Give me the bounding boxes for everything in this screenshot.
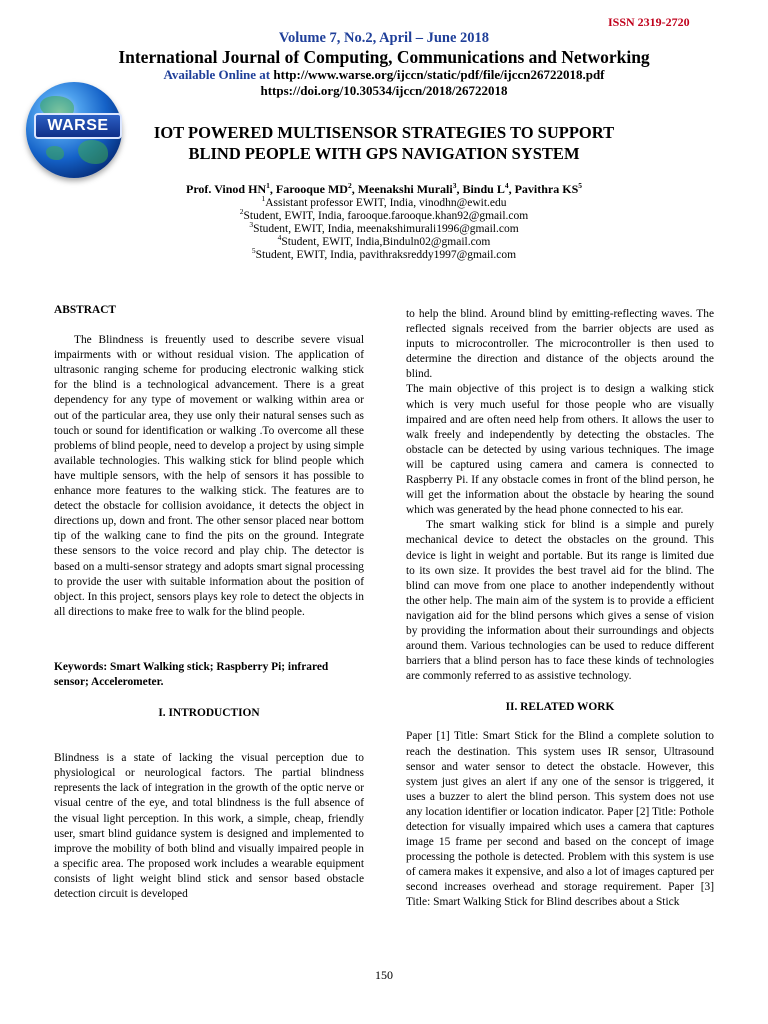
body-paragraph: The smart walking stick for blind is a simple and purely mechanical device to detect the obstacles on the ground. This device is light in weight and portable. But its range is limited due to its own size. It provides the best travel aid for the blind. The blind can move from one place to another independently without the other help. The main aim of the system is to provide a efficient navigation aid for the blind persons which gives a sense of vision by providing the information about their surroundings and objects around them. Various technologies can be used to reduce different barriers that a blind person has to face these kinds of technologies are commonly referred to as assistive technology. <box>406 519 714 683</box>
author-name: Meenakshi Murali <box>357 182 453 196</box>
body-paragraph: to help the blind. Around blind by emitting-reflecting waves. The reflected signals received from the barrier objects are used as inputs to microcontroller. The microcontroller is then used to determine the direction and distance of the objects around the blind. <box>406 308 714 381</box>
author-sup: 4 <box>504 181 509 190</box>
title-line: IOT POWERED MULTISENSOR STRATEGIES TO SUPPORT <box>153 123 615 142</box>
related-work-heading: II. RELATED WORK <box>505 701 615 714</box>
logo-text: WARSE <box>34 113 122 139</box>
right-column <box>406 307 714 911</box>
related-work-text: Paper [1] Title: Smart Stick for the Blind a complete solution to reach the destination. This system uses IR sensor, Ultrasound sensor and water sensor to detect the obstacle. However, this system just gives an alert if any one of the sensor is triggered, it uses a buzzer to alert the blind person. This system does not use any location identifier or location indicator. Paper [2] Title: Pothole detection for visually impaired which uses a camera that captures image 15 frame per second and based on the concept of image processing the pothole is detected. Problem with this system is use of camera makes it expensive, and also a lot of images captured per second increases overhead and storage requirement. Paper [3] Title: Smart Walking Stick for Blind describes about a Stick <box>406 730 714 909</box>
online-url[interactable]: http://www.warse.org/ijccn/static/pdf/file/ijccn26722018.pdf <box>273 67 605 82</box>
author-sup: 3 <box>452 181 457 190</box>
affiliation: $^4$Student, EWIT, India,Binduln02@gmail.com <box>277 233 491 248</box>
journal-name: International Journal of Computing, Communications and Networking <box>118 47 650 67</box>
keywords: Keywords: Smart Walking stick; Raspberry Pi; infrared sensor; Accelerometer. <box>54 660 329 688</box>
left-column <box>54 303 364 902</box>
affiliations <box>0 194 768 262</box>
author-sup: 2 <box>347 181 352 190</box>
warse-logo <box>22 80 128 186</box>
paper-title <box>120 122 648 164</box>
author-name: Bindu L <box>462 182 505 196</box>
author-name: Prof. Vinod HN <box>185 182 267 196</box>
online-label: Available Online at <box>163 67 274 82</box>
affiliation: $^1$Assistant professor EWIT, India, vinodhn@ewit.edu <box>261 194 507 209</box>
affiliation: $^3$Student, EWIT, India, meenakshimurali1996@gmail.com <box>249 220 519 235</box>
abstract-text: The Blindness is freuently used to describe severe visual impairments with or without residual vision. The application of ultrasonic ranging scheme for producing electronic walking stick for the blind is a technological advancement. There is a great dependency for any type of movement or walking within area or out of the particular area, they use only their natural senses such as touch or sound for identification or walking .To overcome all these problems of blind people, need to develop a project by using simple available technologies. This walking stick for blind people which have multiple sensors, with the help of sensors it has possible to enhance more features to the walking stick. The features are to detect the obstacle for collision avoidance, it detects the object in directions up, down and front. The other sensor placed near bottom tip of the walking cane to find the pits on the ground. Integrate these sensors to the voice record and play chip. The detector is based on a multi-sensor strategy and adopts smart signal processing to provide the user with suitable information about the position of object. In this project, sensors plays key role to detect the objects in all directions to make free to walk for the blind people. <box>54 334 364 618</box>
volume-info: Volume 7, No.2, April – June 2018 <box>278 30 490 46</box>
doi-link[interactable]: https://doi.org/10.30534/ijccn/2018/26722018 <box>260 83 508 98</box>
author-list: Prof. Vinod $HN^1$, Farooque $MD^2$, Meenakshi Murali$^3$, Bindu $L^4$, Pavithra $KS^5$ <box>185 181 583 196</box>
affiliation: $^5$Student, EWIT, India, pavithraksreddy1997@gmail.com <box>251 246 517 261</box>
page-number: 150 <box>375 968 393 982</box>
affiliation: $^2$Student, EWIT, India, farooque.farooque.khan92@gmail.com <box>239 207 529 222</box>
author-sup: 5 <box>578 181 583 190</box>
body-paragraph: The main objective of this project is to design a walking stick which is very much useful for those people who are visually impaired and are often need help from others. It allows the user to walk freely and independently by detecting the obstacles. The obstacle can be detected by using various techniques. The image will be captured using camera and camera is connected to Raspberry Pi. If any obstacle comes in front of the blind person, he will get the information about the obstacle by hearing the sound which was generated by the head phone connected to his ear. <box>406 383 714 517</box>
introduction-text: Blindness is a state of lacking the visual perception due to physiological or neurological factors. The partial blindness represents the lack of integration in the growth of the optic nerve or visual centre of the eye, and total blindness is the full absence of the visual light perception. In this work, a simple, cheap, friendly user, smart blind guidance system is designed and implemented to improve the mobility of both blind and visually impaired people in a specific area. The proposed work includes a wearable equipment consists of light weight blind stick and sensor based obstacle detection circuit is developed <box>54 752 364 900</box>
issn: ISSN 2319-2720 <box>608 15 690 29</box>
abstract-heading: ABSTRACT <box>54 304 117 316</box>
author-name: Farooque MD <box>275 182 348 196</box>
author-sup: 1 <box>266 181 270 190</box>
title-line: BLIND PEOPLE WITH GPS NAVIGATION SYSTEM <box>188 144 580 163</box>
introduction-heading: I. INTRODUCTION <box>158 707 260 720</box>
author-name: Pavithra KS <box>514 182 579 196</box>
